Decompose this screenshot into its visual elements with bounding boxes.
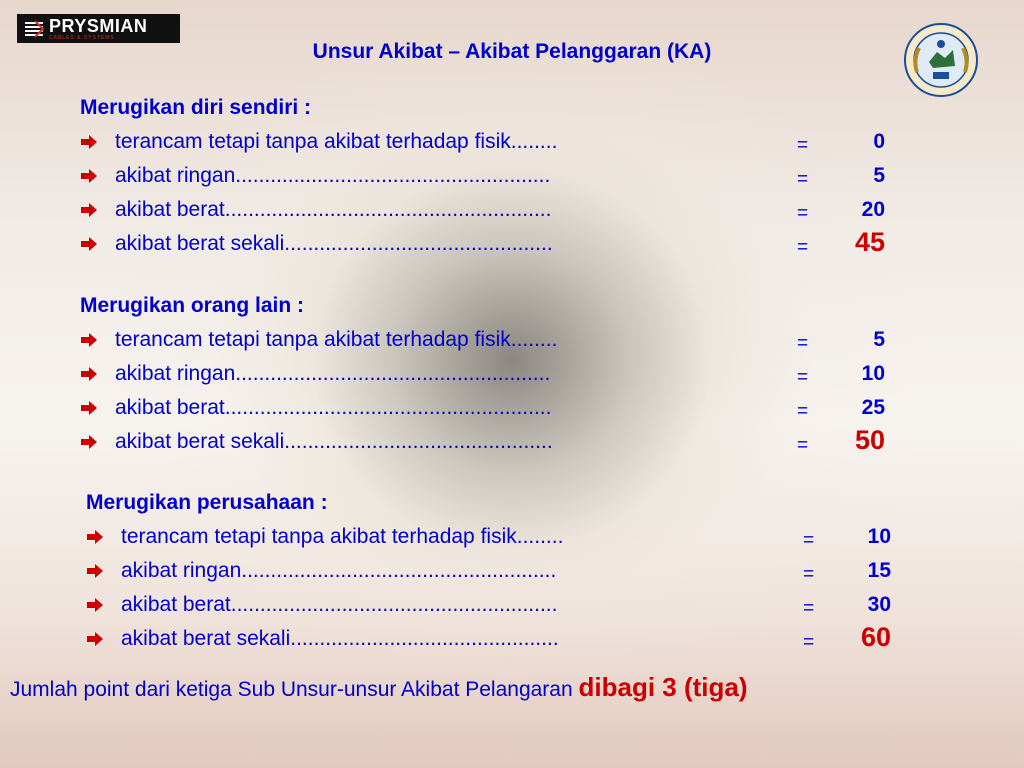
section-heading: Merugikan diri sendiri : [80, 96, 312, 119]
item-value: 15 [867, 559, 891, 582]
arrow-right-icon [80, 400, 98, 416]
arrow-right-icon [80, 134, 98, 150]
item-label: akibat berat sekali.............................................. [115, 430, 553, 453]
item-value: 25 [861, 396, 885, 419]
equals-sign: = [797, 203, 809, 224]
arrow-right-icon [86, 631, 104, 647]
item-value: 5 [873, 328, 885, 351]
list-item [86, 622, 891, 659]
item-label: akibat ringan...................................................... [115, 164, 551, 187]
logo-brand: PRYSMIAN [49, 15, 148, 36]
arrow-right-icon [80, 202, 98, 218]
item-label: terancam tetapi tanpa akibat terhadap fisik........ [121, 525, 564, 548]
arrow-right-icon [80, 366, 98, 382]
item-label: akibat berat........................................................ [115, 198, 552, 221]
section-heading: Merugikan perusahaan : [86, 491, 328, 514]
list-item [80, 425, 885, 462]
item-label: akibat ringan...................................................... [115, 362, 551, 385]
list-item [80, 128, 885, 162]
item-label: akibat berat........................................................ [121, 593, 558, 616]
section-heading: Merugikan orang lain : [80, 294, 305, 317]
equals-sign: = [803, 530, 815, 551]
list-item [80, 196, 885, 230]
arrow-right-icon [80, 168, 98, 184]
item-value: 5 [873, 164, 885, 187]
equals-sign: = [797, 237, 809, 258]
section-company [86, 489, 891, 659]
item-label: akibat berat sekali.............................................. [115, 232, 553, 255]
item-value: 0 [873, 130, 885, 153]
footer-note [10, 672, 748, 703]
item-value: 10 [861, 362, 885, 385]
prysmian-logo-icon [23, 19, 45, 39]
item-value: 20 [861, 198, 885, 221]
section-others [80, 292, 885, 462]
arrow-right-icon [86, 597, 104, 613]
item-label: akibat ringan...................................................... [121, 559, 557, 582]
equals-sign: = [803, 632, 815, 653]
list-item [80, 360, 885, 394]
item-value: 10 [867, 525, 891, 548]
equals-sign: = [797, 435, 809, 456]
list-item [80, 326, 885, 360]
item-label: akibat berat sekali.............................................. [121, 627, 559, 650]
equals-sign: = [797, 169, 809, 190]
list-item [86, 591, 891, 625]
arrow-right-icon [86, 529, 104, 545]
list-item [80, 162, 885, 196]
equals-sign: = [797, 135, 809, 156]
arrow-right-icon [80, 434, 98, 450]
item-label: akibat berat........................................................ [115, 396, 552, 419]
item-value-total: 50 [854, 425, 885, 455]
arrow-right-icon [80, 332, 98, 348]
footer-text: Jumlah point dari ketiga Sub Unsur-unsur Akibat Pelangaran [10, 678, 579, 701]
item-value: 30 [867, 593, 891, 616]
logo-subtitle: CABLES & SYSTEMS [49, 34, 115, 41]
item-label: terancam tetapi tanpa akibat terhadap fisik........ [115, 328, 558, 351]
equals-sign: = [803, 598, 815, 619]
equals-sign: = [797, 401, 809, 422]
footer-emphasis: dibagi 3 (tiga) [578, 672, 748, 702]
equals-sign: = [797, 333, 809, 354]
equals-sign: = [797, 367, 809, 388]
list-item [80, 227, 885, 264]
item-value-total: 60 [860, 622, 891, 652]
list-item [86, 523, 891, 557]
equals-sign: = [803, 564, 815, 585]
page-title: Unsur Akibat – Akibat Pelanggaran (KA) [312, 40, 712, 63]
item-label: terancam tetapi tanpa akibat terhadap fisik........ [115, 130, 558, 153]
arrow-right-icon [80, 236, 98, 252]
section-self [80, 94, 885, 264]
list-item [86, 557, 891, 591]
list-item [80, 394, 885, 428]
item-value-total: 45 [854, 227, 885, 257]
arrow-right-icon [86, 563, 104, 579]
prysmian-logo [17, 14, 180, 43]
